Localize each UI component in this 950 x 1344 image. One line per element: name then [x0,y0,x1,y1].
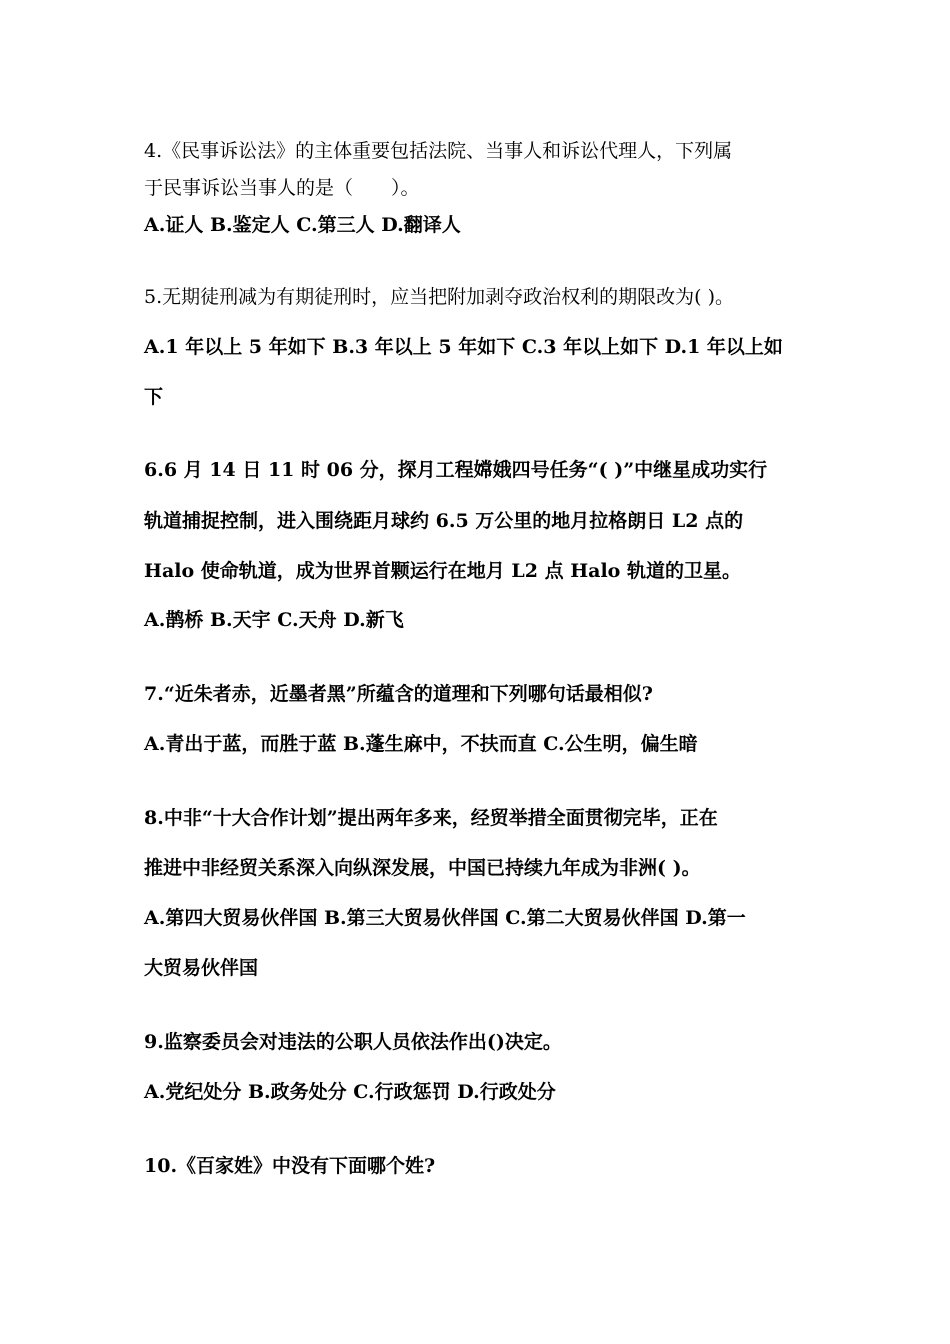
question-6-stem-line-3: Halo 使命轨道，成为世界首颗运行在地月 L2 点 Halo 轨道的卫星。 [144,560,741,582]
question-8-stem-line-2: 推进中非经贸关系深入向纵深发展，中国已持续九年成为非洲( )。 [144,857,701,879]
question-8-options-line-2: 大贸易伙伴国 [144,957,259,979]
question-9-options: A.党纪处分 B.政务处分 C.行政惩罚 D.行政处分 [144,1081,556,1103]
question-5-options-line-2: 下 [144,386,164,408]
question-6-options: A.鹊桥 B.天宇 C.天舟 D.新飞 [144,609,404,631]
question-5-options-line-1: A.1 年以上 5 年如下 B.3 年以上 5 年如下 C.3 年以上如下 D.1 年以上如 [144,336,783,358]
question-10-stem: 10.《百家姓》中没有下面哪个姓? [144,1155,436,1177]
question-9-stem: 9.监察委员会对违法的公职人员依法作出()决定。 [144,1031,562,1053]
question-7-stem: 7.“近朱者赤，近墨者黑”所蕴含的道理和下列哪句话最相似? [144,683,653,705]
question-8-options-line-1: A.第四大贸易伙伴国 B.第三大贸易伙伴国 C.第二大贸易伙伴国 D.第一 [144,907,746,929]
question-4-options: A.证人 B.鉴定人 C.第三人 D.翻译人 [144,214,461,236]
question-5-stem-line-1: 5.无期徒刑减为有期徒刑时，应当把附加剥夺政治权利的期限改为( )。 [144,286,734,308]
question-4-stem-line-1: 4.《民事诉讼法》的主体重要包括法院、当事人和诉讼代理人，下列属 [144,140,733,162]
question-8-stem-line-1: 8.中非“十大合作计划”提出两年多来，经贸举措全面贯彻完毕，正在 [144,807,718,829]
question-4-stem-line-2: 于民事诉讼当事人的是（ ）。 [144,177,420,199]
question-7-options: A.青出于蓝，而胜于蓝 B.蓬生麻中，不扶而直 C.公生明，偏生暗 [144,733,698,755]
question-6-stem-line-1: 6.6 月 14 日 11 时 06 分，探月工程嫦娥四号任务“( )”中继星成功实行 [144,459,768,481]
question-6-stem-line-2: 轨道捕捉控制，进入围绕距月球约 6.5 万公里的地月拉格朗日 L2 点的 [144,510,744,532]
